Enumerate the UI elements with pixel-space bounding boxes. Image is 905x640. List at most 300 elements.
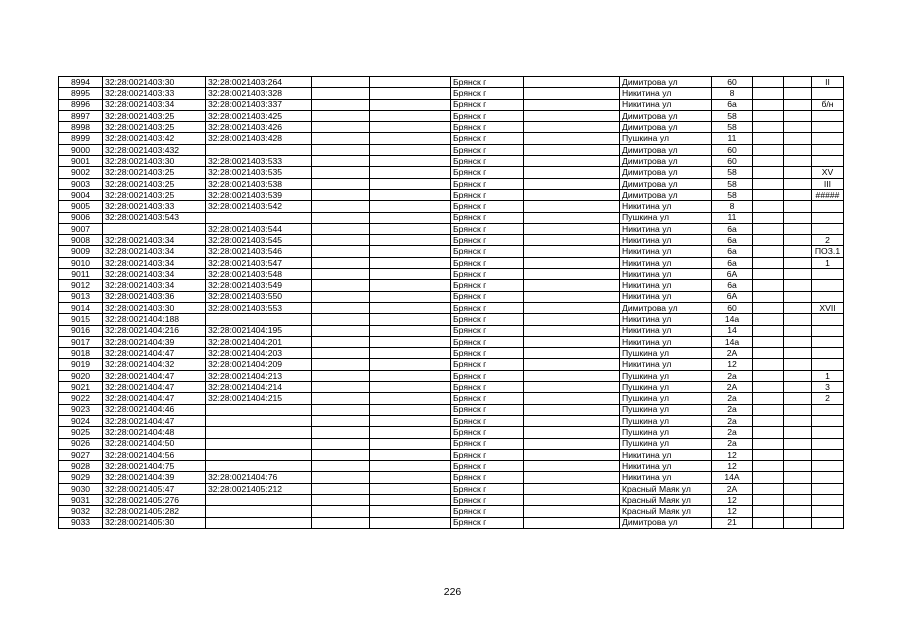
table-row <box>59 223 844 234</box>
premises-number-cell: II <box>812 77 844 88</box>
object-cadastral-number-cell <box>206 494 312 505</box>
empty-cell <box>370 517 451 528</box>
object-cadastral-number-cell <box>206 314 312 325</box>
empty-cell <box>524 178 620 189</box>
premises-number-cell: 2 <box>812 235 844 246</box>
empty-cell <box>312 212 370 223</box>
empty-cell <box>370 178 451 189</box>
record-number-cell: 9010 <box>59 257 103 268</box>
empty-cell <box>753 144 784 155</box>
premises-number-cell: ПОЗ.1 <box>812 246 844 257</box>
table-row <box>59 359 844 370</box>
empty-cell <box>753 415 784 426</box>
table-row <box>59 382 844 393</box>
empty-cell <box>312 178 370 189</box>
city-cell: Брянск г <box>451 144 524 155</box>
empty-cell <box>370 404 451 415</box>
house-number-cell: 11 <box>712 133 753 144</box>
house-number-cell: 6а <box>712 246 753 257</box>
premises-number-cell <box>812 88 844 99</box>
object-cadastral-number-cell: 32:28:0021403:535 <box>206 167 312 178</box>
land-cadastral-number-cell: 32:28:0021403:36 <box>103 291 206 302</box>
street-cell: Пушкина ул <box>620 370 712 381</box>
table-row <box>59 291 844 302</box>
empty-cell <box>753 178 784 189</box>
house-number-cell: 58 <box>712 167 753 178</box>
premises-number-cell <box>812 348 844 359</box>
empty-cell <box>524 223 620 234</box>
empty-cell <box>784 167 812 178</box>
table-row <box>59 212 844 223</box>
empty-cell <box>753 280 784 291</box>
empty-cell <box>370 133 451 144</box>
record-number-cell: 9018 <box>59 348 103 359</box>
empty-cell <box>370 359 451 370</box>
empty-cell <box>312 314 370 325</box>
land-cadastral-number-cell <box>103 223 206 234</box>
empty-cell <box>370 302 451 313</box>
object-cadastral-number-cell: 32:28:0021404:214 <box>206 382 312 393</box>
record-number-cell: 9023 <box>59 404 103 415</box>
empty-cell <box>312 133 370 144</box>
table-row <box>59 144 844 155</box>
object-cadastral-number-cell: 32:28:0021405:212 <box>206 483 312 494</box>
street-cell: Красный Маяк ул <box>620 483 712 494</box>
record-number-cell: 9012 <box>59 280 103 291</box>
record-number-cell: 9009 <box>59 246 103 257</box>
land-cadastral-number-cell: 32:28:0021404:188 <box>103 314 206 325</box>
empty-cell <box>784 438 812 449</box>
record-number-cell: 9029 <box>59 472 103 483</box>
empty-cell <box>370 99 451 110</box>
empty-cell <box>370 77 451 88</box>
premises-number-cell <box>812 517 844 528</box>
street-cell: Никитина ул <box>620 88 712 99</box>
empty-cell <box>312 336 370 347</box>
street-cell: Димитрова ул <box>620 156 712 167</box>
table-row <box>59 314 844 325</box>
premises-number-cell <box>812 223 844 234</box>
table-row <box>59 393 844 404</box>
empty-cell <box>753 167 784 178</box>
object-cadastral-number-cell: 32:28:0021404:203 <box>206 348 312 359</box>
record-number-cell: 9015 <box>59 314 103 325</box>
city-cell: Брянск г <box>451 370 524 381</box>
city-cell: Брянск г <box>451 393 524 404</box>
empty-cell <box>753 449 784 460</box>
land-cadastral-number-cell: 32:28:0021403:25 <box>103 189 206 200</box>
empty-cell <box>524 449 620 460</box>
street-cell: Никитина ул <box>620 449 712 460</box>
empty-cell <box>312 144 370 155</box>
city-cell: Брянск г <box>451 494 524 505</box>
premises-number-cell <box>812 415 844 426</box>
empty-cell <box>753 88 784 99</box>
empty-cell <box>524 415 620 426</box>
empty-cell <box>524 348 620 359</box>
house-number-cell: 6А <box>712 269 753 280</box>
land-cadastral-number-cell: 32:28:0021403:25 <box>103 167 206 178</box>
house-number-cell: 2а <box>712 404 753 415</box>
premises-number-cell <box>812 201 844 212</box>
land-cadastral-number-cell: 32:28:0021404:32 <box>103 359 206 370</box>
empty-cell <box>753 461 784 472</box>
empty-cell <box>524 336 620 347</box>
empty-cell <box>784 156 812 167</box>
premises-number-cell <box>812 359 844 370</box>
empty-cell <box>784 517 812 528</box>
land-cadastral-number-cell: 32:28:0021403:25 <box>103 178 206 189</box>
house-number-cell: 6а <box>712 99 753 110</box>
empty-cell <box>753 348 784 359</box>
land-cadastral-number-cell: 32:28:0021405:30 <box>103 517 206 528</box>
record-number-cell: 9006 <box>59 212 103 223</box>
empty-cell <box>370 246 451 257</box>
empty-cell <box>753 393 784 404</box>
empty-cell <box>370 461 451 472</box>
city-cell: Брянск г <box>451 472 524 483</box>
table-row <box>59 438 844 449</box>
empty-cell <box>370 449 451 460</box>
city-cell: Брянск г <box>451 506 524 517</box>
empty-cell <box>524 302 620 313</box>
street-cell: Пушкина ул <box>620 382 712 393</box>
empty-cell <box>784 77 812 88</box>
empty-cell <box>753 212 784 223</box>
record-number-cell: 9001 <box>59 156 103 167</box>
object-cadastral-number-cell <box>206 449 312 460</box>
table-row <box>59 257 844 268</box>
premises-number-cell <box>812 449 844 460</box>
empty-cell <box>370 110 451 121</box>
empty-cell <box>524 382 620 393</box>
premises-number-cell: ##### <box>812 189 844 200</box>
land-cadastral-number-cell: 32:28:0021403:34 <box>103 257 206 268</box>
table-row <box>59 517 844 528</box>
empty-cell <box>784 88 812 99</box>
empty-cell <box>524 291 620 302</box>
premises-number-cell: III <box>812 178 844 189</box>
empty-cell <box>524 314 620 325</box>
empty-cell <box>370 212 451 223</box>
land-cadastral-number-cell: 32:28:0021403:25 <box>103 122 206 133</box>
premises-number-cell: XV <box>812 167 844 178</box>
record-number-cell: 9011 <box>59 269 103 280</box>
object-cadastral-number-cell: 32:28:0021403:533 <box>206 156 312 167</box>
city-cell: Брянск г <box>451 382 524 393</box>
street-cell: Димитрова ул <box>620 189 712 200</box>
city-cell: Брянск г <box>451 348 524 359</box>
premises-number-cell <box>812 280 844 291</box>
city-cell: Брянск г <box>451 235 524 246</box>
empty-cell <box>753 483 784 494</box>
record-number-cell: 9024 <box>59 415 103 426</box>
object-cadastral-number-cell: 32:28:0021404:209 <box>206 359 312 370</box>
empty-cell <box>370 370 451 381</box>
street-cell: Димитрова ул <box>620 122 712 133</box>
premises-number-cell: 1 <box>812 370 844 381</box>
empty-cell <box>753 472 784 483</box>
empty-cell <box>524 99 620 110</box>
empty-cell <box>753 246 784 257</box>
land-cadastral-number-cell: 32:28:0021404:56 <box>103 449 206 460</box>
house-number-cell: 6а <box>712 235 753 246</box>
page-number: 226 <box>443 586 462 598</box>
house-number-cell: 12 <box>712 449 753 460</box>
empty-cell <box>312 156 370 167</box>
empty-cell <box>370 506 451 517</box>
table-row <box>59 88 844 99</box>
empty-cell <box>312 382 370 393</box>
empty-cell <box>370 348 451 359</box>
empty-cell <box>370 144 451 155</box>
empty-cell <box>784 178 812 189</box>
empty-cell <box>370 382 451 393</box>
empty-cell <box>312 99 370 110</box>
land-cadastral-number-cell: 32:28:0021403:42 <box>103 133 206 144</box>
empty-cell <box>524 404 620 415</box>
street-cell: Димитрова ул <box>620 144 712 155</box>
empty-cell <box>753 506 784 517</box>
land-cadastral-number-cell: 32:28:0021403:30 <box>103 302 206 313</box>
object-cadastral-number-cell <box>206 212 312 223</box>
empty-cell <box>312 122 370 133</box>
land-cadastral-number-cell: 32:28:0021403:432 <box>103 144 206 155</box>
street-cell: Никитина ул <box>620 99 712 110</box>
empty-cell <box>312 404 370 415</box>
object-cadastral-number-cell <box>206 427 312 438</box>
table-row <box>59 325 844 336</box>
empty-cell <box>312 88 370 99</box>
empty-cell <box>370 336 451 347</box>
empty-cell <box>524 483 620 494</box>
object-cadastral-number-cell: 32:28:0021404:76 <box>206 472 312 483</box>
empty-cell <box>524 235 620 246</box>
empty-cell <box>753 404 784 415</box>
land-cadastral-number-cell: 32:28:0021404:47 <box>103 393 206 404</box>
table-row <box>59 178 844 189</box>
empty-cell <box>753 359 784 370</box>
house-number-cell: 60 <box>712 144 753 155</box>
object-cadastral-number-cell: 32:28:0021403:553 <box>206 302 312 313</box>
empty-cell <box>370 280 451 291</box>
object-cadastral-number-cell: 32:28:0021404:195 <box>206 325 312 336</box>
empty-cell <box>370 483 451 494</box>
record-number-cell: 9031 <box>59 494 103 505</box>
empty-cell <box>524 110 620 121</box>
premises-number-cell <box>812 122 844 133</box>
empty-cell <box>784 280 812 291</box>
record-number-cell: 9019 <box>59 359 103 370</box>
city-cell: Брянск г <box>451 438 524 449</box>
record-number-cell: 9013 <box>59 291 103 302</box>
table-row <box>59 427 844 438</box>
table-row <box>59 415 844 426</box>
record-number-cell: 9017 <box>59 336 103 347</box>
empty-cell <box>524 438 620 449</box>
record-number-cell: 9033 <box>59 517 103 528</box>
city-cell: Брянск г <box>451 201 524 212</box>
premises-number-cell <box>812 336 844 347</box>
house-number-cell: 12 <box>712 359 753 370</box>
empty-cell <box>370 438 451 449</box>
street-cell: Никитина ул <box>620 325 712 336</box>
land-cadastral-number-cell: 32:28:0021404:46 <box>103 404 206 415</box>
record-number-cell: 9003 <box>59 178 103 189</box>
empty-cell <box>784 110 812 121</box>
premises-number-cell <box>812 427 844 438</box>
record-number-cell: 9021 <box>59 382 103 393</box>
city-cell: Брянск г <box>451 461 524 472</box>
empty-cell <box>753 189 784 200</box>
house-number-cell: 6а <box>712 280 753 291</box>
house-number-cell: 12 <box>712 461 753 472</box>
empty-cell <box>312 280 370 291</box>
premises-number-cell <box>812 506 844 517</box>
empty-cell <box>753 235 784 246</box>
object-cadastral-number-cell <box>206 415 312 426</box>
empty-cell <box>784 325 812 336</box>
land-cadastral-number-cell: 32:28:0021404:47 <box>103 382 206 393</box>
city-cell: Брянск г <box>451 122 524 133</box>
premises-number-cell: XVII <box>812 302 844 313</box>
object-cadastral-number-cell: 32:28:0021403:548 <box>206 269 312 280</box>
object-cadastral-number-cell: 32:28:0021403:549 <box>206 280 312 291</box>
empty-cell <box>312 494 370 505</box>
record-number-cell: 9028 <box>59 461 103 472</box>
house-number-cell: 11 <box>712 212 753 223</box>
city-cell: Брянск г <box>451 359 524 370</box>
empty-cell <box>370 291 451 302</box>
object-cadastral-number-cell: 32:28:0021403:547 <box>206 257 312 268</box>
empty-cell <box>784 472 812 483</box>
premises-number-cell <box>812 483 844 494</box>
house-number-cell: 60 <box>712 77 753 88</box>
empty-cell <box>312 77 370 88</box>
table-row <box>59 280 844 291</box>
city-cell: Брянск г <box>451 280 524 291</box>
object-cadastral-number-cell <box>206 144 312 155</box>
premises-number-cell <box>812 438 844 449</box>
empty-cell <box>784 133 812 144</box>
object-cadastral-number-cell: 32:28:0021403:538 <box>206 178 312 189</box>
empty-cell <box>370 393 451 404</box>
empty-cell <box>753 156 784 167</box>
table-row <box>59 494 844 505</box>
house-number-cell: 21 <box>712 517 753 528</box>
city-cell: Брянск г <box>451 291 524 302</box>
street-cell: Димитрова ул <box>620 110 712 121</box>
street-cell: Никитина ул <box>620 257 712 268</box>
street-cell: Димитрова ул <box>620 167 712 178</box>
empty-cell <box>312 291 370 302</box>
empty-cell <box>753 257 784 268</box>
empty-cell <box>524 201 620 212</box>
empty-cell <box>784 291 812 302</box>
land-cadastral-number-cell: 32:28:0021403:33 <box>103 88 206 99</box>
city-cell: Брянск г <box>451 336 524 347</box>
city-cell: Брянск г <box>451 269 524 280</box>
object-cadastral-number-cell: 32:28:0021403:264 <box>206 77 312 88</box>
empty-cell <box>370 88 451 99</box>
empty-cell <box>312 461 370 472</box>
empty-cell <box>370 235 451 246</box>
empty-cell <box>524 427 620 438</box>
empty-cell <box>784 144 812 155</box>
empty-cell <box>753 438 784 449</box>
empty-cell <box>524 506 620 517</box>
record-number-cell: 9026 <box>59 438 103 449</box>
house-number-cell: 12 <box>712 494 753 505</box>
house-number-cell: 12 <box>712 506 753 517</box>
empty-cell <box>784 201 812 212</box>
city-cell: Брянск г <box>451 325 524 336</box>
land-cadastral-number-cell: 32:28:0021403:30 <box>103 156 206 167</box>
empty-cell <box>524 156 620 167</box>
land-cadastral-number-cell: 32:28:0021404:216 <box>103 325 206 336</box>
premises-number-cell <box>812 156 844 167</box>
premises-number-cell: 3 <box>812 382 844 393</box>
empty-cell <box>524 393 620 404</box>
street-cell: Димитрова ул <box>620 178 712 189</box>
land-cadastral-number-cell: 32:28:0021403:543 <box>103 212 206 223</box>
table-row <box>59 167 844 178</box>
empty-cell <box>753 77 784 88</box>
object-cadastral-number-cell: 32:28:0021403:544 <box>206 223 312 234</box>
city-cell: Брянск г <box>451 257 524 268</box>
city-cell: Брянск г <box>451 77 524 88</box>
empty-cell <box>524 461 620 472</box>
empty-cell <box>784 506 812 517</box>
street-cell: Никитина ул <box>620 280 712 291</box>
empty-cell <box>524 494 620 505</box>
empty-cell <box>370 427 451 438</box>
empty-cell <box>370 257 451 268</box>
empty-cell <box>312 483 370 494</box>
register-table-body <box>59 77 844 529</box>
empty-cell <box>524 133 620 144</box>
object-cadastral-number-cell: 32:28:0021404:201 <box>206 336 312 347</box>
empty-cell <box>370 269 451 280</box>
empty-cell <box>753 382 784 393</box>
land-cadastral-number-cell: 32:28:0021404:47 <box>103 415 206 426</box>
city-cell: Брянск г <box>451 99 524 110</box>
empty-cell <box>524 246 620 257</box>
city-cell: Брянск г <box>451 517 524 528</box>
empty-cell <box>524 472 620 483</box>
city-cell: Брянск г <box>451 427 524 438</box>
empty-cell <box>312 449 370 460</box>
empty-cell <box>753 314 784 325</box>
city-cell: Брянск г <box>451 156 524 167</box>
empty-cell <box>312 325 370 336</box>
land-cadastral-number-cell: 32:28:0021404:39 <box>103 336 206 347</box>
object-cadastral-number-cell <box>206 517 312 528</box>
empty-cell <box>753 325 784 336</box>
empty-cell <box>524 280 620 291</box>
object-cadastral-number-cell: 32:28:0021404:215 <box>206 393 312 404</box>
empty-cell <box>753 223 784 234</box>
record-number-cell: 8997 <box>59 110 103 121</box>
city-cell: Брянск г <box>451 167 524 178</box>
street-cell: Димитрова ул <box>620 77 712 88</box>
empty-cell <box>753 99 784 110</box>
city-cell: Брянск г <box>451 88 524 99</box>
city-cell: Брянск г <box>451 133 524 144</box>
empty-cell <box>784 449 812 460</box>
street-cell: Никитина ул <box>620 359 712 370</box>
empty-cell <box>784 122 812 133</box>
